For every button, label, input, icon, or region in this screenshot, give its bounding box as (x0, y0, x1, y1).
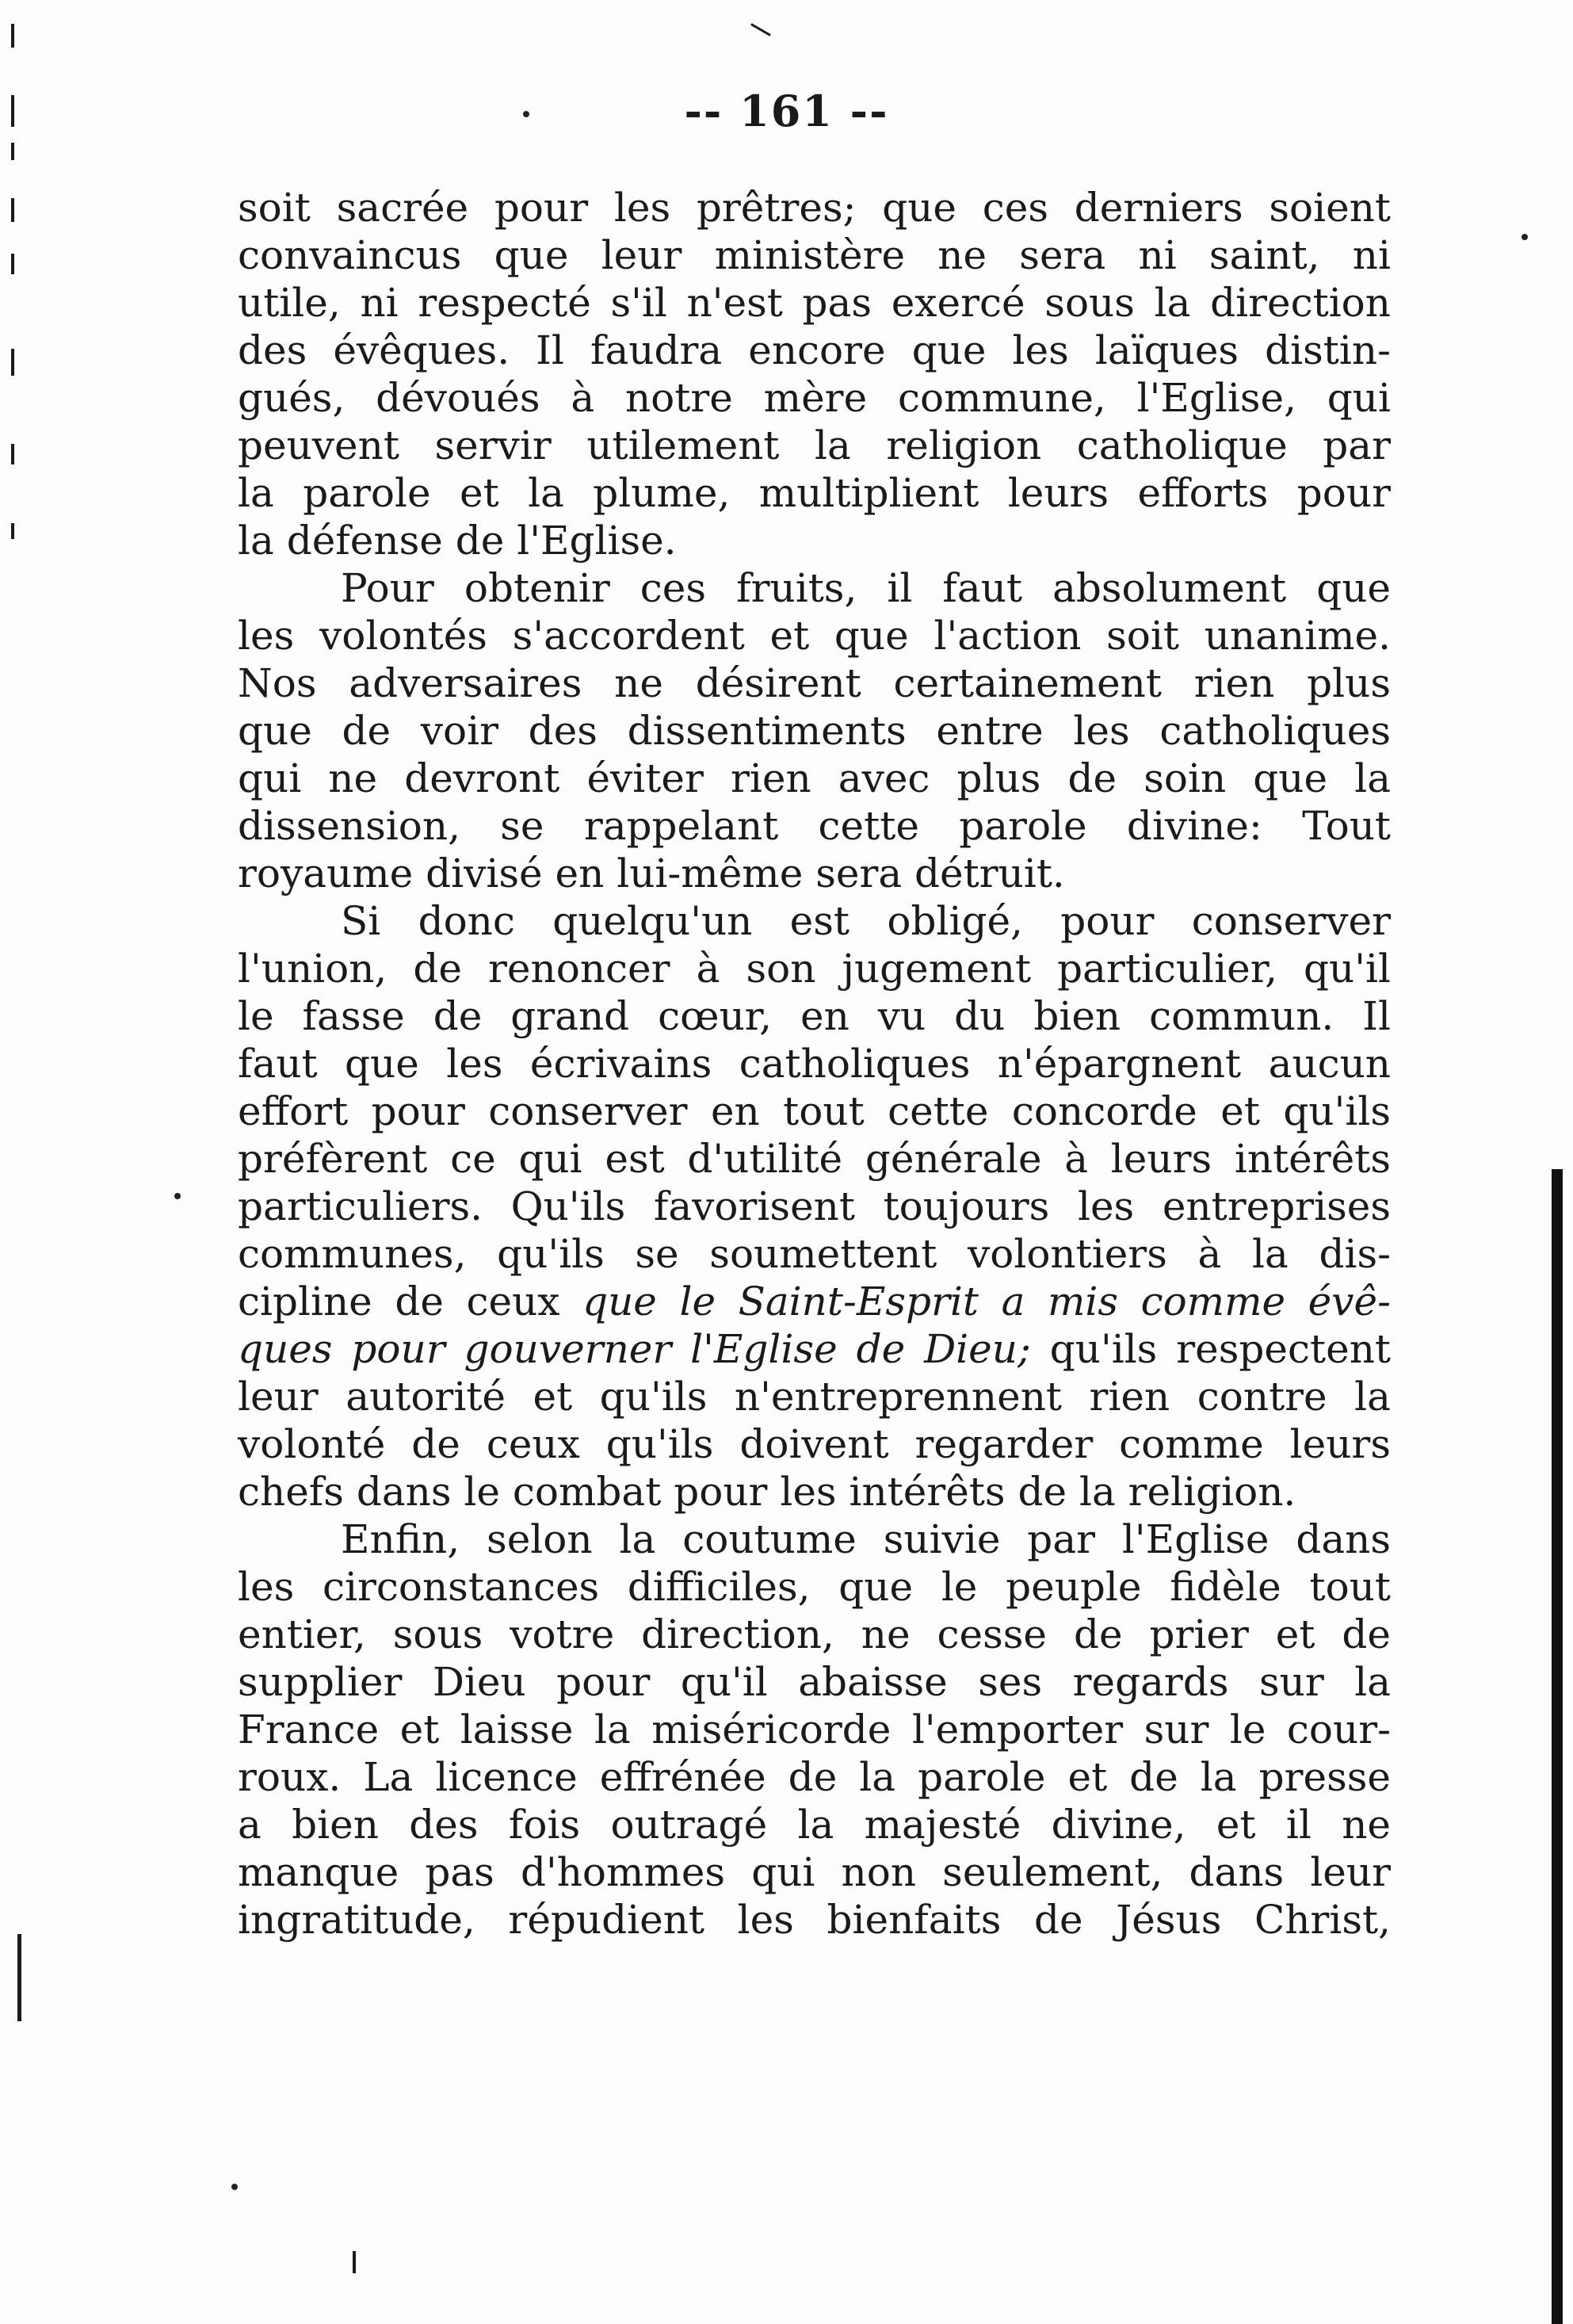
scan-margin-mark (11, 523, 14, 539)
text-line: France et laisse la miséricorde l'emporter sur le cour- (238, 1707, 1391, 1753)
scan-speck (1521, 234, 1528, 240)
text-line: Nos adversaires ne désirent certainement rien plus (238, 660, 1391, 706)
text-line: qui ne devront éviter rien avec plus de soin que la (238, 755, 1391, 801)
text-line: manque pas d'hommes qui non seulement, dans leur (238, 1849, 1391, 1895)
text-line: faut que les écrivains catholiques n'épargnent aucun (238, 1041, 1391, 1087)
text-fragment: qu'ils respectent (1030, 1326, 1391, 1372)
text-line-mixed (238, 1278, 1391, 1325)
text-line: communes, qu'ils se soumettent volontiers à la dis- (238, 1231, 1391, 1277)
text-line: dissension, se rappelant cette parole divine: Tout (238, 803, 1391, 849)
text-line: convaincus que leur ministère ne sera ni saint, ni (238, 232, 1391, 278)
scan-speck (174, 1193, 181, 1199)
paragraph-2 (238, 564, 1391, 897)
paragraph-4 (238, 1516, 1391, 1944)
scan-margin-mark (11, 198, 14, 222)
scan-margin-mark (11, 349, 14, 376)
text-line: supplier Dieu pour qu'il abaisse ses regards sur la (238, 1659, 1391, 1705)
text-line: le fasse de grand cœur, en vu du bien commun. Il (238, 993, 1391, 1039)
text-line: préfèrent ce qui est d'utilité générale à leurs intérêts (238, 1136, 1391, 1182)
text-line: les volontés s'accordent et que l'action soit unanime. (238, 613, 1391, 659)
page-number: -- 161 -- (684, 86, 889, 136)
text-line: des évêques. Il faudra encore que les laïques distin- (238, 327, 1391, 373)
scan-speck (231, 2184, 238, 2190)
text-line: soit sacrée pour les prêtres; que ces derniers soient (238, 185, 1391, 231)
text-line: gués, dévoués à notre mère commune, l'Eglise, qui (238, 375, 1391, 421)
text-line: royaume divisé en lui-même sera détruit. (238, 850, 1065, 896)
scan-speck (353, 2251, 356, 2273)
paragraph-3 (238, 897, 1391, 1516)
text-line: leur autorité et qu'ils n'entreprennent rien contre la (238, 1374, 1391, 1420)
body-text (238, 184, 1391, 1944)
text-fragment: cipline de ceux (238, 1279, 583, 1324)
text-line: volonté de ceux qu'ils doivent regarder comme leurs (238, 1421, 1391, 1467)
text-line: les circonstances difficiles, que le peuple fidèle tout (238, 1564, 1391, 1610)
scan-margin-mark (11, 444, 14, 464)
text-line: effort pour conserver en tout cette concorde et qu'ils (238, 1088, 1391, 1134)
scan-margin-mark (17, 1934, 21, 2021)
text-line: l'union, de renoncer à son jugement particulier, qu'il (238, 946, 1391, 992)
italic-quote: que le Saint-Esprit a mis comme évê- (582, 1279, 1391, 1324)
text-line: a bien des fois outragé la majesté divine, et il ne (238, 1802, 1391, 1848)
text-line: particuliers. Qu'ils favorisent toujours les entreprises (238, 1183, 1391, 1229)
text-line: peuvent servir utilement la religion catholique par (238, 422, 1391, 468)
scan-margin-mark (11, 24, 14, 48)
text-line: Si donc quelqu'un est obligé, pour conserver (341, 898, 1391, 944)
text-line: la défense de l'Eglise. (238, 518, 677, 564)
scan-margin-mark (11, 143, 14, 160)
text-line: que de voir des dissentiments entre les catholiques (238, 708, 1391, 754)
scan-margin-mark (11, 254, 14, 274)
text-line: utile, ni respecté s'il n'est pas exercé sous la direction (238, 280, 1391, 326)
text-line: chefs dans le combat pour les intérêts de la religion. (238, 1469, 1296, 1515)
text-line: roux. La licence effrénée de la parole et de la presse (238, 1754, 1391, 1800)
text-line: entier, sous votre direction, ne cesse de prier et de (238, 1611, 1391, 1657)
scan-speck (750, 23, 771, 36)
text-line: la parole et la plume, multiplient leurs efforts pour (238, 470, 1391, 516)
paragraph-1 (238, 184, 1391, 564)
text-line: ingratitude, répudient les bienfaits de Jésus Christ, (238, 1897, 1391, 1943)
text-line: Pour obtenir ces fruits, il faut absolument que (341, 565, 1391, 611)
scan-right-edge-shadow (1552, 1169, 1563, 2324)
text-line-mixed (238, 1325, 1391, 1373)
italic-quote: ques pour gouverner l'Eglise de Dieu; (238, 1326, 1031, 1372)
text-line: Enfin, selon la coutume suivie par l'Eglise dans (341, 1516, 1391, 1562)
